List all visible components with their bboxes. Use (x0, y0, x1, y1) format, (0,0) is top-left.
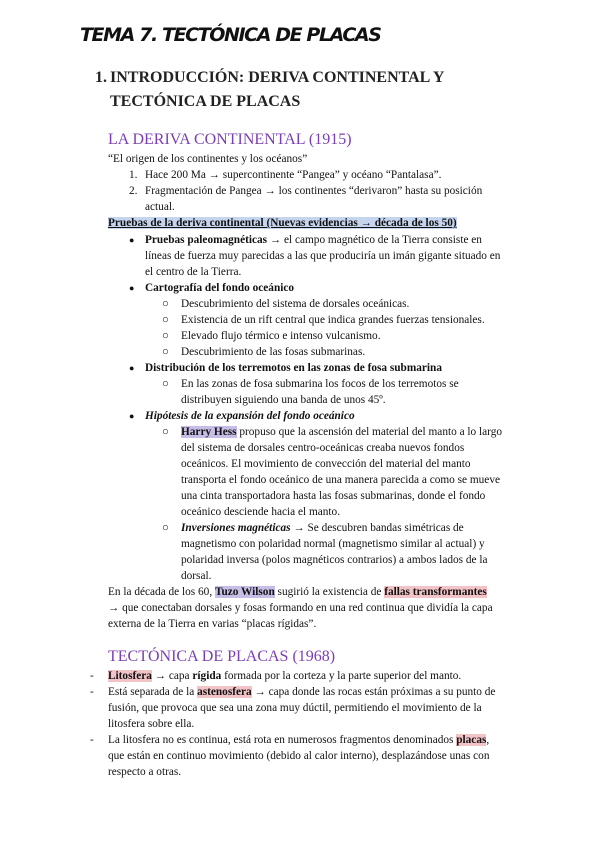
inversiones-line: polaridad inversa (polos magnéticos contrarios) a ambos lados de la (181, 554, 488, 566)
hollow-bullet-icon: ○ (162, 522, 169, 534)
bullet-icon: ● (129, 283, 135, 293)
inversiones-label: Inversiones magnéticas (181, 522, 291, 534)
hess-line: oceánico desciende hacia el manto. (181, 506, 341, 518)
litosfera-line (108, 668, 461, 684)
hipotesis-label: Hipótesis de la expansión del fondo oceánico (145, 410, 355, 422)
carto-item: Existencia de un rift central que indica grandes fuerzas tensionales. (181, 314, 485, 326)
carto-label: Cartografía del fondo oceánico (145, 282, 295, 294)
hess-text: propuso que la ascensión del material del manto a lo largo (236, 426, 503, 438)
inversiones-line-1 (181, 520, 464, 536)
wilson-line-3: externa de la Tierra en varias “placas rígidas”. (108, 618, 317, 630)
list-item-continuation: actual. (145, 201, 175, 213)
subsection-heading-tectonica: TECTÓNICA DE PLACAS (1968) (108, 648, 336, 665)
hollow-bullet-icon: ○ (162, 346, 169, 358)
wilson-name: Tuzo Wilson (214, 586, 275, 598)
hess-name: Harry Hess (181, 426, 237, 438)
paleo-line-3: el centro de la Tierra. (145, 266, 242, 278)
list-number: 2. (129, 185, 138, 197)
subsection-heading-deriva: LA DERIVA CONTINENTAL (1915) (108, 131, 352, 148)
astenosfera-line-1 (108, 684, 495, 700)
inversiones-text: → Se descubren bandas simétricas de (290, 522, 464, 534)
placas-line-2: que están en continuo movimiento (debido al calor interno), desplazándose unas con (108, 750, 490, 762)
carto-item: Elevado flujo térmico e intenso vulcanismo. (181, 330, 381, 342)
terremotos-label: Distribución de los terremotos en las zonas de fosa submarina (145, 362, 442, 374)
pruebas-title (108, 215, 457, 231)
placas-pre: La litosfera no es continua, está rota en numerosos fragmentos denominados (108, 734, 457, 746)
hollow-bullet-icon: ○ (162, 378, 169, 390)
astenosfera-line-2: fusión, que provoca que sea una zona muy dúctil, permitiendo el movimiento de la (108, 702, 482, 714)
section-heading-line-2: TECTÓNICA DE PLACAS (110, 93, 301, 110)
placas-label: placas (456, 734, 487, 746)
paleo-label: Pruebas paleomagnéticas (145, 234, 268, 246)
terremotos-line-1: En las zonas de fosa submarina los focos de los terremotos se (181, 378, 459, 390)
litosfera-mid: → capa (151, 670, 193, 682)
paleo-text: → el campo magnético de la Tierra consiste en (267, 234, 482, 246)
inversiones-line: dorsal. (181, 570, 212, 582)
hess-line: transporta el fondo oceánico de una manera parecida a como se mueve (181, 474, 500, 486)
hess-line: oceánicos. El movimiento de convección del material del manto (181, 458, 471, 470)
list-item: Fragmentación de Pangea → los continentes “derivaron” hasta su posición (145, 185, 483, 197)
hollow-bullet-icon: ○ (162, 314, 169, 326)
dash-marker: - (90, 734, 94, 746)
astenosfera-rest: → capa donde las rocas están próximas a su punto de (251, 686, 496, 698)
hollow-bullet-icon: ○ (162, 330, 169, 342)
hess-line: del sistema de dorsales centro-oceánicas creaba nuevos fondos (181, 442, 465, 454)
placas-line-1 (108, 732, 489, 748)
section-heading-line-1: INTRODUCCIÓN: DERIVA CONTINENTAL Y (110, 69, 445, 86)
list-item: Hace 200 Ma → supercontinente “Pangea” y océano “Pantalasa”. (145, 169, 442, 181)
astenosfera-label: astenosfera (197, 686, 252, 698)
hollow-bullet-icon: ○ (162, 298, 169, 310)
carto-item: Descubrimiento del sistema de dorsales oceánicas. (181, 298, 410, 310)
bullet-icon: ● (129, 411, 135, 421)
terremotos-line-2: distribuyen siguiendo una banda de unos 45º. (181, 394, 386, 406)
dash-marker: - (90, 686, 94, 698)
placas-post: , (486, 734, 490, 746)
wilson-line-1 (108, 584, 487, 600)
section-heading (95, 66, 515, 114)
paleo-line-2: líneas de fuerza muy parecidas a las que produciría un imán gigante situado en (145, 250, 501, 262)
wilson-line-2: → que conectaban dorsales y fosas formando en una red continua que dividía la capa (108, 602, 493, 614)
placas-line-3: respecto a otras. (108, 766, 182, 778)
astenosfera-pre: Está separada de la (108, 686, 198, 698)
hollow-bullet-icon: ○ (162, 426, 169, 438)
page-title: TEMA 7. TECTÓNICA DE PLACAS (80, 24, 381, 46)
dash-marker: - (90, 670, 94, 682)
pruebas-title-highlight: Pruebas de la deriva continental (Nuevas evidencias → década de los 50) (108, 217, 457, 229)
quote-text: “El origen de los continentes y los océanos” (108, 153, 308, 165)
list-number: 1. (129, 169, 138, 181)
inversiones-line: magnetismo con polaridad normal (magnetismo similar al actual) y (181, 538, 485, 550)
hess-line-1 (181, 424, 502, 440)
paleo-line-1 (145, 232, 482, 248)
fallas-transformantes: fallas transformantes (384, 586, 487, 598)
section-number: 1. (95, 69, 107, 86)
astenosfera-line-3: litosfera sobre ella. (108, 718, 195, 730)
litosfera-rest: formada por la corteza y la parte superior del manto. (221, 670, 462, 682)
wilson-pre: En la década de los 60, (108, 586, 215, 598)
bullet-icon: ● (129, 235, 135, 245)
wilson-mid: sugirió la existencia de (274, 586, 385, 598)
bullet-icon: ● (129, 363, 135, 373)
rigida-word: rígida (192, 670, 222, 682)
litosfera-label: Litosfera (108, 670, 152, 682)
hess-line: una cinta transportadora hasta las fosas submarinas, donde el fondo (181, 490, 486, 502)
carto-item: Descubrimiento de las fosas submarinas. (181, 346, 366, 358)
